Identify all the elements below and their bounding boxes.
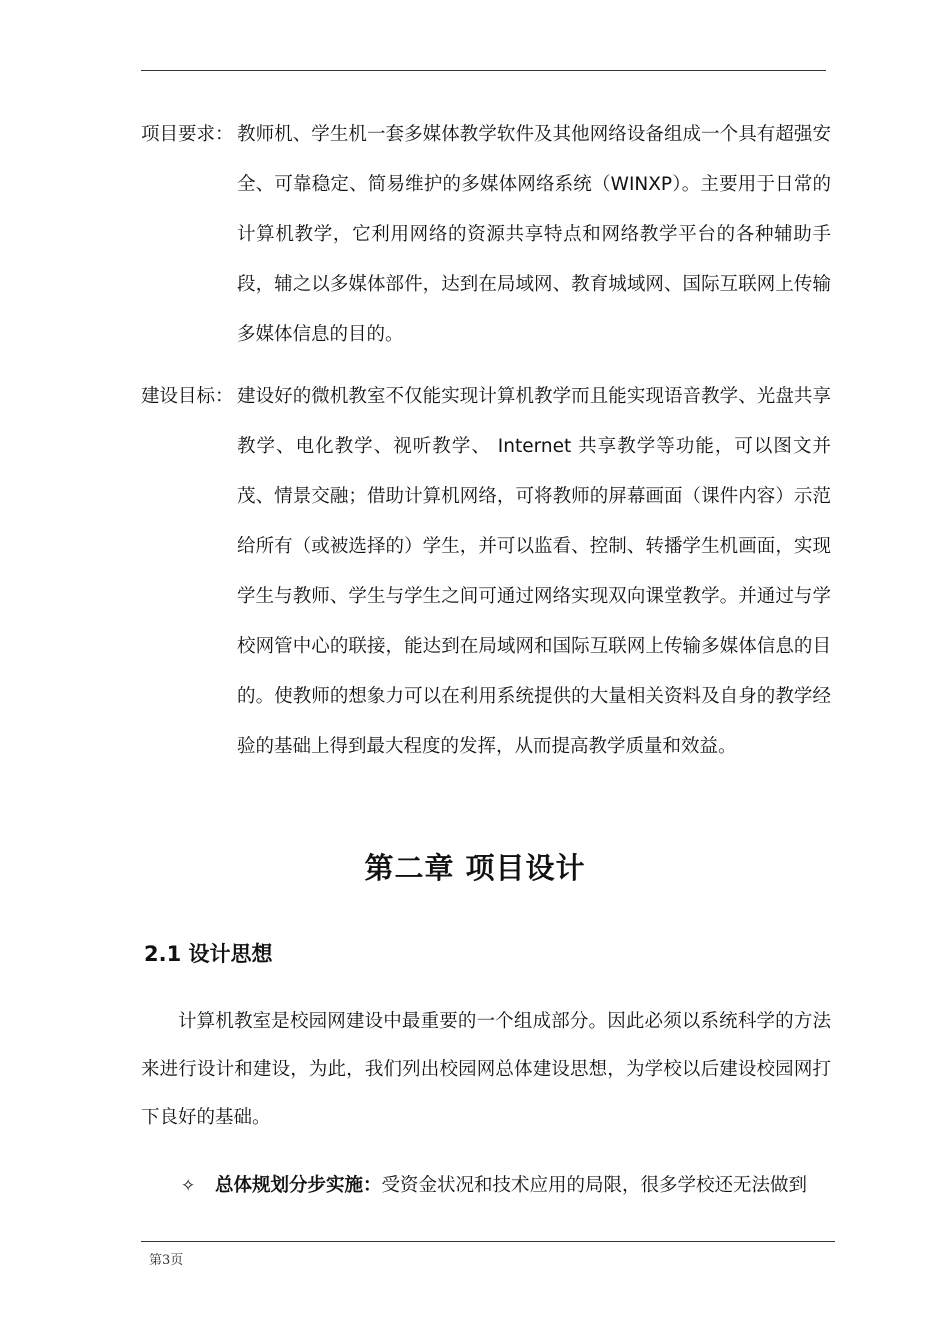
requirements-block <box>141 110 831 360</box>
goals-label: 建设目标： <box>141 386 234 407</box>
bullet-text: 受资金状况和技术应用的局限，很多学校还无法做到 <box>381 1175 808 1196</box>
requirements-text: 教师机、学生机一套多媒体教学软件及其他网络设备组成一个具有超强安全、可靠稳定、简易维护的多媒体网络系统（WINXP）。主要用于日常的计算机教学，它利用网络的资源共享特点和网络教学平台的各种辅助手段，辅之以多媒体部件，达到在局域网、教育城域网、国际互联网上传输多媒体信息的目的。 <box>237 124 831 345</box>
body-paragraph: 计算机教室是校园网建设中最重要的一个组成部分。因此必须以系统科学的方法来进行设计和建设，为此，我们列出校园网总体建设思想，为学校以后建设校园网打下良好的基础。 <box>141 1011 831 1128</box>
goals-text: 建设好的微机教室不仅能实现计算机教学而且能实现语音教学、光盘共享教学、电化教学、视听教学、 Internet 共享教学等功能，可以图文并茂、情景交融；借助计算机网络，可将教师的屏幕画面（课件内容）示范给所有（或被选择的）学生，并可以监看、控制、转播学生机画面，实现学生与教师、学生与学生之间可通过网络实现双向课堂教学。并通过与学校网管中心的联接，能达到在局域网和国际互联网上传输多媒体信息的目的。使教师的想象力可以在利用系统提供的大量相关资料及自身的教学经验的基础上得到最大程度的发挥，从而提高教学质量和效益。 <box>237 386 831 757</box>
footer-rule <box>141 1241 835 1242</box>
bullet-item <box>181 1162 831 1210</box>
page-number: 第3页 <box>149 1253 184 1268</box>
chapter-title: 第二章 项目设计 <box>364 851 586 885</box>
section-title: 2.1 设计思想 <box>144 942 273 966</box>
requirements-label: 项目要求： <box>141 124 234 145</box>
bullet-title: 总体规划分步实施： <box>215 1175 382 1196</box>
diamond-bullet-icon: ✧ <box>181 1176 196 1196</box>
header-rule <box>141 70 826 71</box>
goals-block <box>141 372 831 772</box>
